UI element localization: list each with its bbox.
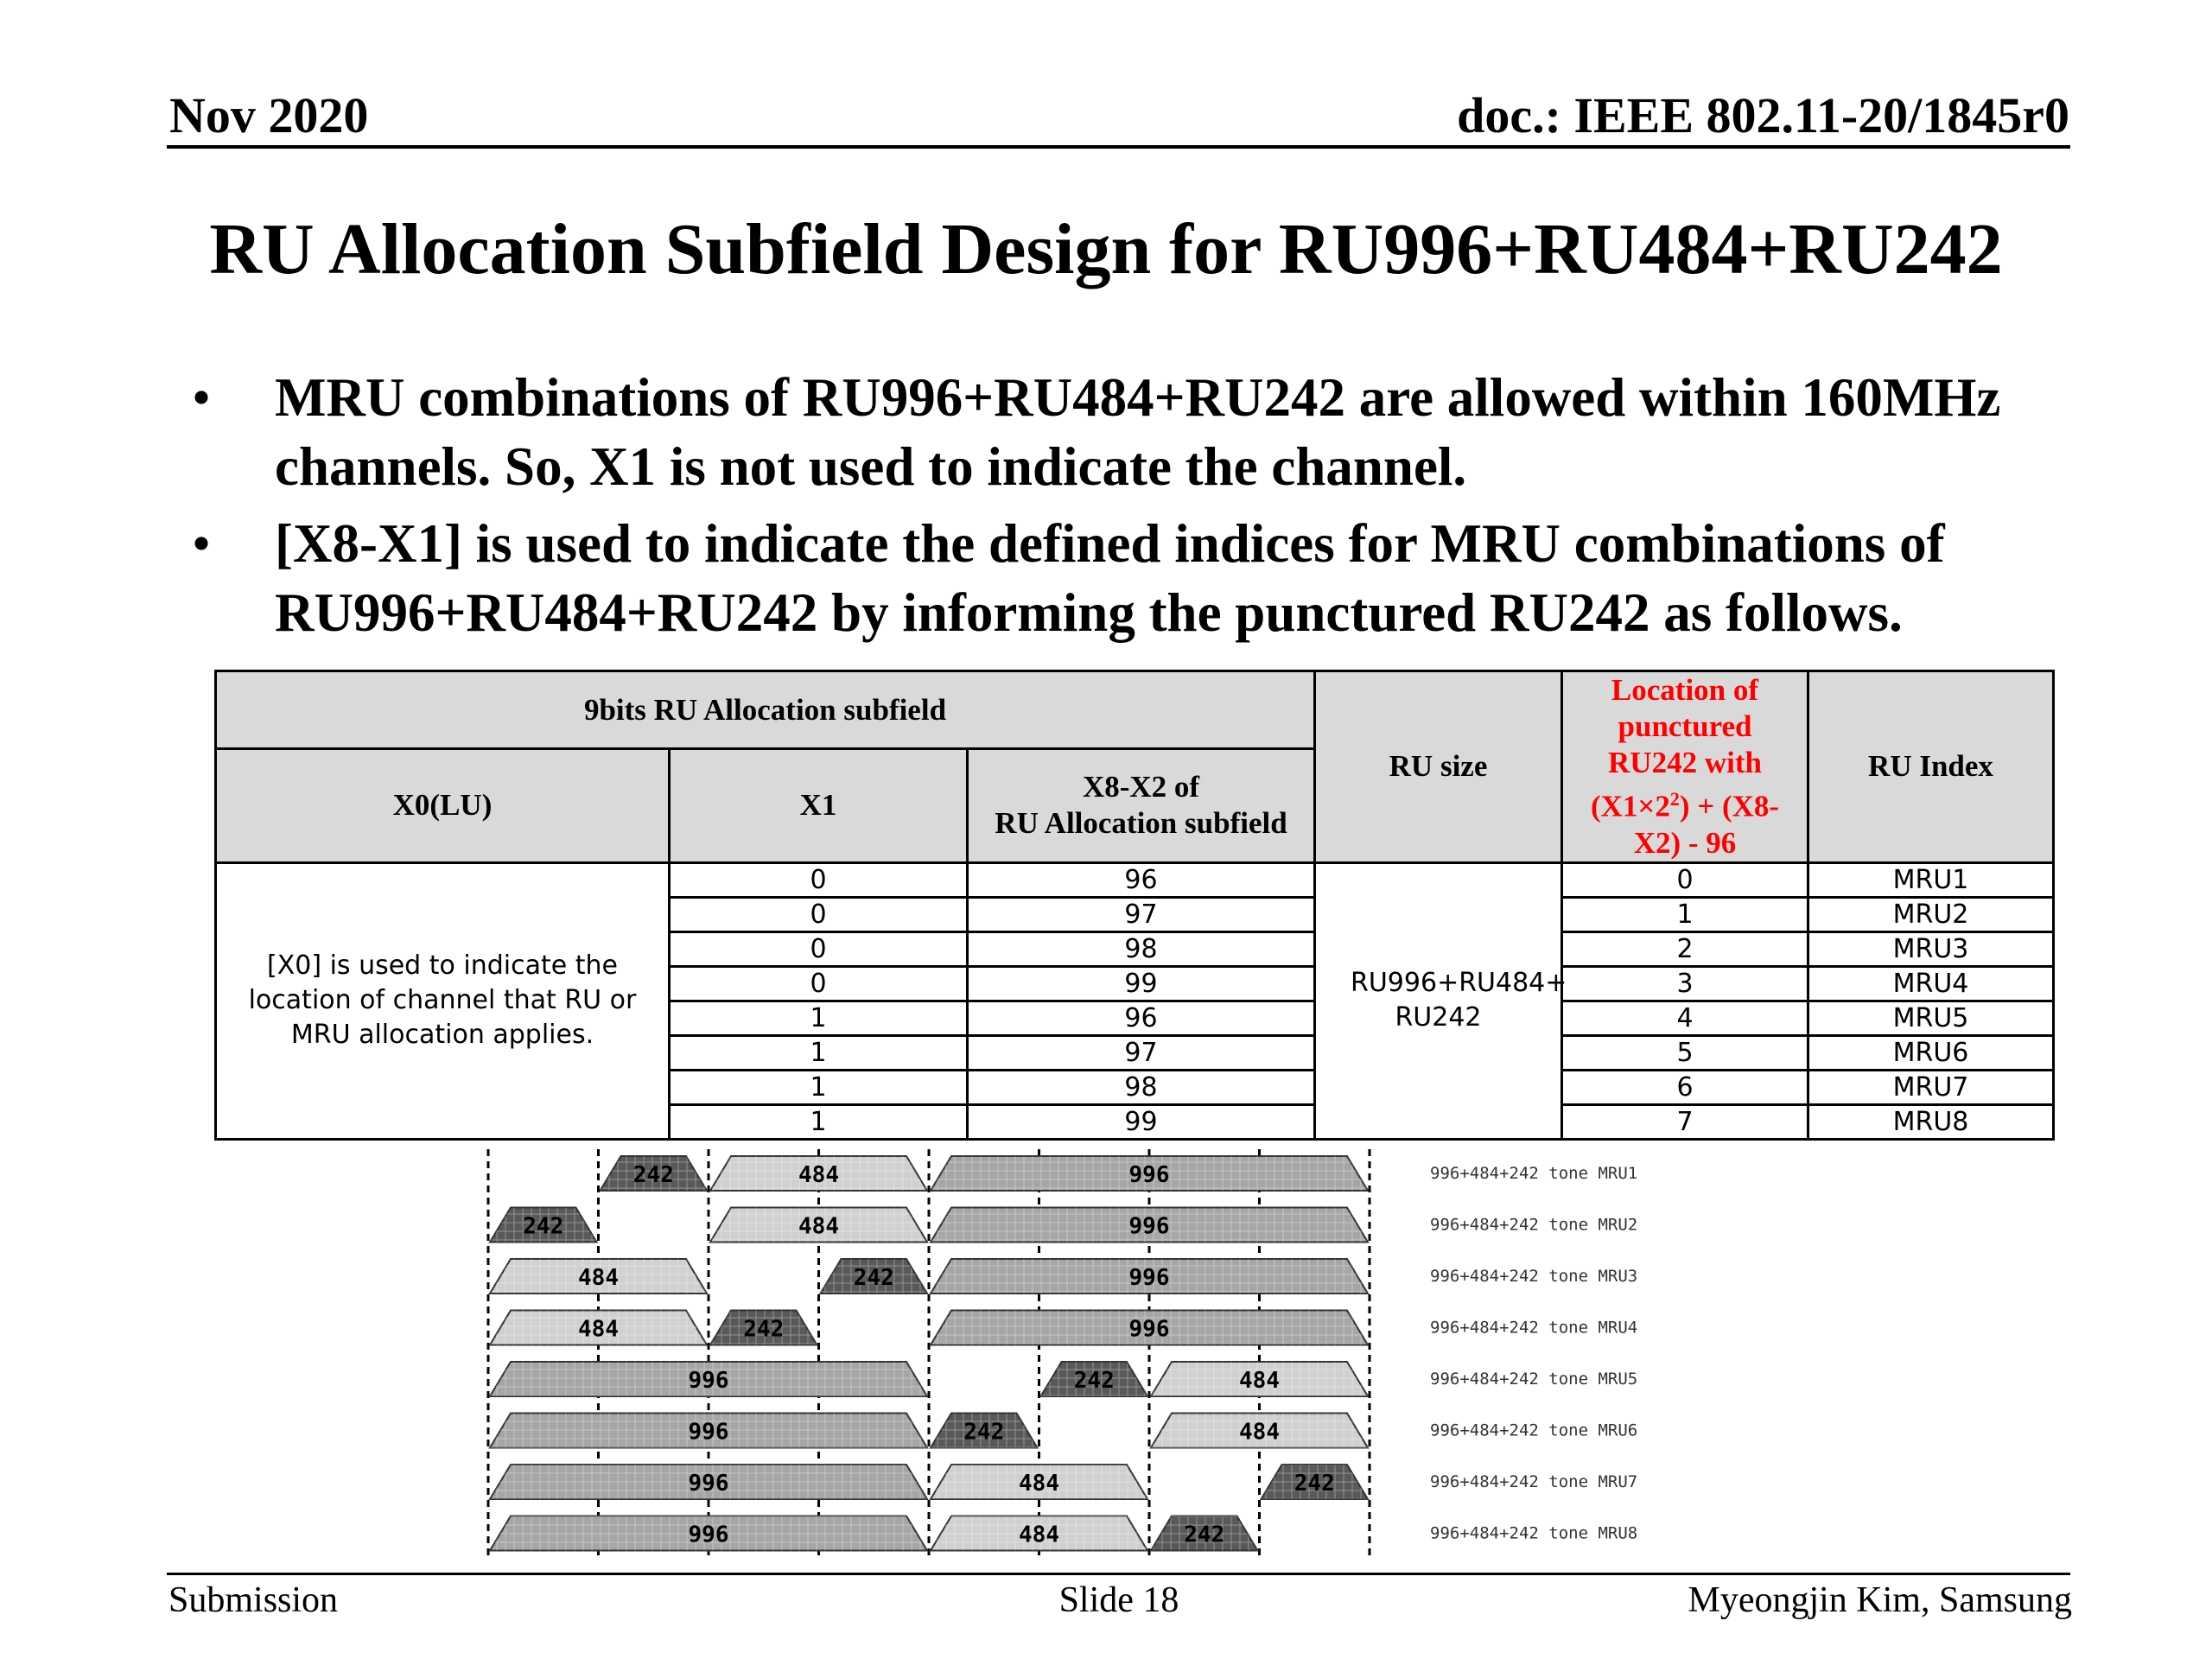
cell-location: 5 (1562, 1035, 1808, 1070)
block-label: 242 (1294, 1471, 1335, 1497)
mru-row-label: 996+484+242 tone MRU3 (1430, 1267, 1638, 1286)
cell-x8x2: 98 (968, 1070, 1315, 1104)
block-label: 996 (1128, 1162, 1170, 1188)
cell-x8x2: 98 (968, 931, 1315, 966)
bullet-text: [X8-X1] is used to indicate the defined indices for MRU combinations of RU996+RU484+RU242 by informing the punctured RU242 as follows. (275, 513, 1945, 643)
cell-location: 4 (1562, 1001, 1808, 1035)
cell-location: 2 (1562, 931, 1808, 966)
block-label: 484 (578, 1316, 619, 1343)
table-row (216, 862, 2054, 897)
mru-row-label: 996+484+242 tone MRU5 (1430, 1370, 1638, 1389)
block-label: 242 (1184, 1522, 1225, 1548)
cell-location: 3 (1562, 966, 1808, 1001)
cell-x8x2: 97 (968, 897, 1315, 931)
header-date: Nov 2020 (169, 87, 369, 143)
block-label: 242 (1073, 1368, 1115, 1394)
block-label: 242 (523, 1213, 564, 1240)
col-ru-index: RU Index (1808, 671, 2054, 863)
header-doc-id: doc.: IEEE 802.11-20/1845r0 (1457, 87, 2069, 143)
cell-location: 7 (1562, 1104, 1808, 1139)
bullet-list (181, 363, 2134, 655)
mru-row-label: 996+484+242 tone MRU1 (1430, 1164, 1638, 1183)
block-label: 996 (688, 1419, 729, 1446)
block-label: 484 (1019, 1522, 1059, 1548)
cell-x8x2: 99 (968, 1104, 1315, 1139)
footer-slide-number: Slide 18 (1058, 1580, 1179, 1620)
cell-x1: 0 (670, 897, 968, 931)
group-header: 9bits RU Allocation subfield (216, 671, 1315, 749)
cell-x8x2: 96 (968, 1001, 1315, 1035)
mru-row-label: 996+484+242 tone MRU6 (1430, 1421, 1638, 1440)
cell-location: 6 (1562, 1070, 1808, 1104)
bullet-marker: • (192, 513, 212, 574)
cell-x1: 0 (670, 862, 968, 897)
cell-x8x2: 99 (968, 966, 1315, 1001)
cell-x1: 0 (670, 966, 968, 1001)
cell-location: 1 (1562, 897, 1808, 931)
block-label: 996 (688, 1522, 729, 1548)
col-ru-size: RU size (1315, 671, 1562, 863)
cell-ru-index: MRU8 (1808, 1104, 2054, 1139)
block-label: 484 (578, 1265, 619, 1291)
block-label: 484 (798, 1213, 839, 1240)
block-label: 996 (1128, 1316, 1170, 1343)
col-x0: X0(LU) (216, 749, 670, 862)
x0-description: [X0] is used to indicate the location of channel that RU or MRU allocation applies. (216, 862, 670, 1139)
block-label: 484 (798, 1162, 839, 1188)
footer-divider (167, 1573, 2070, 1575)
block-label: 996 (688, 1471, 729, 1497)
block-label: 996 (688, 1368, 729, 1394)
col-x1: X1 (670, 749, 968, 862)
block-label: 484 (1239, 1368, 1280, 1394)
cell-location: 0 (1562, 862, 1808, 897)
cell-ru-index: MRU6 (1808, 1035, 2054, 1070)
col-x8x2: X8-X2 of RU Allocation subfield (968, 749, 1315, 862)
cell-ru-index: MRU1 (1808, 862, 2054, 897)
block-label: 242 (632, 1162, 674, 1188)
cell-ru-index: MRU5 (1808, 1001, 2054, 1035)
cell-x1: 0 (670, 931, 968, 966)
block-label: 242 (963, 1419, 1005, 1446)
block-label: 484 (1019, 1471, 1059, 1497)
ru-size-value: RU996+RU484+ RU242 (1315, 862, 1562, 1139)
block-label: 484 (1239, 1419, 1280, 1446)
cell-x1: 1 (670, 1035, 968, 1070)
footer-submission: Submission (168, 1580, 339, 1620)
bullet-item (181, 363, 2134, 501)
header-divider (167, 145, 2070, 149)
ru-allocation-table (214, 670, 2055, 1141)
mru-diagram (484, 1149, 1763, 1555)
cell-ru-index: MRU3 (1808, 931, 2054, 966)
cell-ru-index: MRU7 (1808, 1070, 2054, 1104)
block-label: 242 (743, 1316, 785, 1343)
cell-ru-index: MRU4 (1808, 966, 2054, 1001)
footer-author: Myeongjin Kim, Samsung (1688, 1580, 2072, 1620)
slide-title: RU Allocation Subfield Design for RU996+RU484+RU242 (209, 209, 2003, 289)
cell-ru-index: MRU2 (1808, 897, 2054, 931)
cell-x8x2: 97 (968, 1035, 1315, 1070)
mru-row-label: 996+484+242 tone MRU7 (1430, 1472, 1638, 1491)
bullet-text: MRU combinations of RU996+RU484+RU242 are allowed within 160MHz channels. So, X1 is not used to indicate the channel. (275, 367, 2001, 497)
mru-row-label: 996+484+242 tone MRU8 (1430, 1523, 1638, 1543)
cell-x8x2: 96 (968, 862, 1315, 897)
mru-row-label: 996+484+242 tone MRU2 (1430, 1215, 1638, 1235)
mru-row-label: 996+484+242 tone MRU4 (1430, 1318, 1638, 1338)
bullet-item (181, 509, 2134, 647)
block-label: 996 (1128, 1265, 1170, 1291)
col-location: Location of punctured RU242 with $(X1\times 2^2) + (X8-$ X2) - 96 (1562, 671, 1808, 863)
block-label: 242 (853, 1265, 894, 1291)
cell-x1: 1 (670, 1001, 968, 1035)
cell-x1: 1 (670, 1104, 968, 1139)
cell-x1: 1 (670, 1070, 968, 1104)
block-label: 996 (1128, 1213, 1170, 1240)
bullet-marker: • (192, 367, 212, 428)
